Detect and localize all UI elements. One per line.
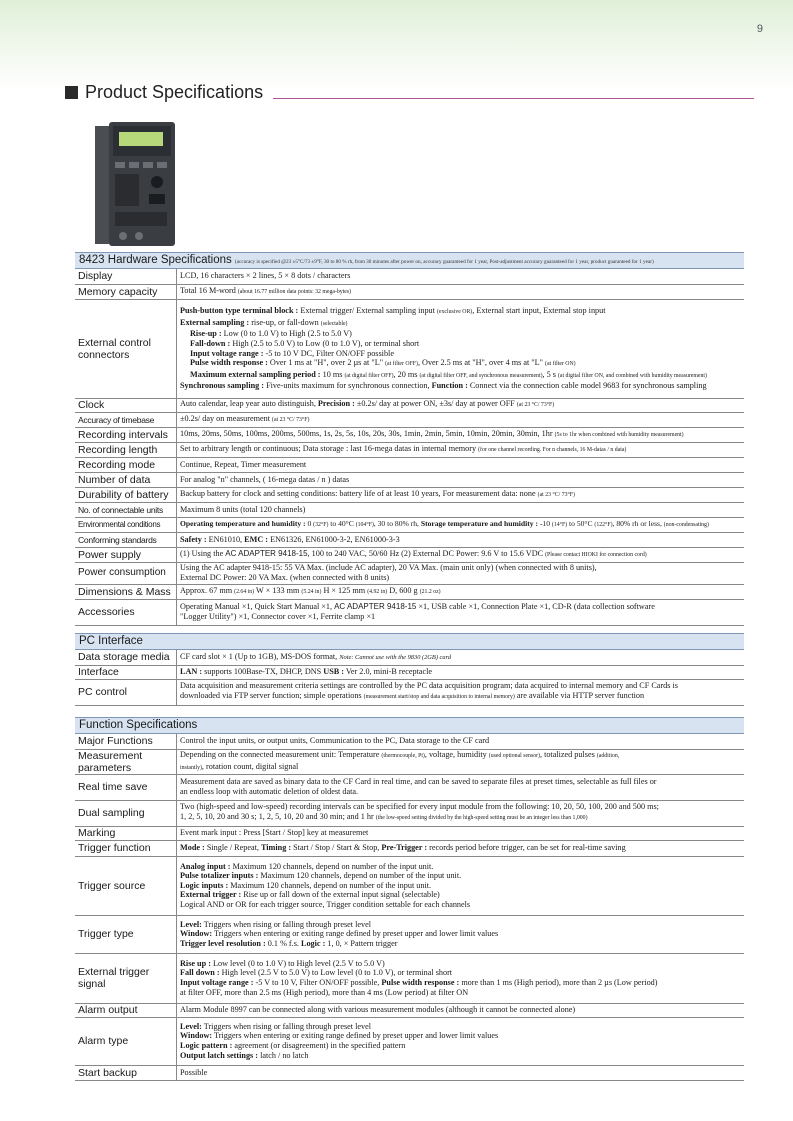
- table-row: Start backup Possible: [75, 1065, 744, 1080]
- table-row: Power consumption Using the AC adapter 9418-15: 55 VA Max. (include AC adapter), 20 VA Max. (main unit only) (when connected with 8 units), External DC Power: 20 VA Max. (when connected with 8 units): [75, 562, 744, 584]
- function-spec-table: [75, 734, 744, 1081]
- table-row: Dimensions & Mass Approx. 67 mm (2.64 in) W × 133 mm (5.24 in) H × 125 mm (4.92 in) D, 600 g (21.2 oz): [75, 584, 744, 599]
- data-logger-photo-icon: [93, 120, 183, 250]
- table-row: Data storage media CF card slot × 1 (Up to 1GB), MS-DOS format, Note: Cannot use with the 9830 (2GB) card: [75, 650, 744, 665]
- table-row: External control connectors Push-button type terminal block : External trigger/ External sampling input (exclusive OR), External start input, External stop input External sampling : rise-up, or fall-down (selectable) Rise-up : Low (0 to 1.0 V) to High (2.5 to 5.0 V) Fall-down : High (2.5 to 5.0 V) to Low (0 to 1.0 V), or terminal short Input voltage range : -5 to 10 V DC, Filter ON/OFF possible Pulse width response : Over 1 ms at "H", over 2 µs at "L" (at filter OFF), Over 2.5 ms at "H", over 4 ms at "L" (at filter ON) Maximum external sampling period : 10 ms (at digital filter OFF), 20 ms (at digital filter OFF, and synchronous measurement), 5 s (at digital filter ON, and combined with humidity measurement) Synchronous sampling : Five-units maximum for synchronous connection, Function : Connect via the connection cable model 9683 for synchronous sampling: [75, 299, 744, 398]
- table-row: Number of data For analog "n" channels, ( 16-mega datas / n ) datas: [75, 472, 744, 487]
- section-header: PC Interface: [75, 633, 744, 650]
- table-row: Conforming standards Safety : EN61010, EMC : EN61326, EN61000-3-2, EN61000-3-3: [75, 532, 744, 547]
- section-header: 8423 Hardware Specifications (accuracy is specified @23 ±5°C/73 ±9°F, 30 to 80 % rh, from 30 minutes after power on, accuracy guaranteed for 1 year, Post-adjustment accuracy guaranteed for 1 year, product guaranteed for 1 year): [75, 252, 744, 269]
- table-row: Environmental conditions Operating temperature and humidity : 0 (32°F) to 40°C (104°F), 30 to 80% rh, Storage temperature and humidity : -10 (14°F) to 50°C (122°F), 80% rh or less, (non-condensating): [75, 517, 744, 532]
- table-row: Recording intervals 10ms, 20ms, 50ms, 100ms, 200ms, 500ms, 1s, 2s, 5s, 10s, 20s, 30s, 1min, 2min, 5min, 10min, 20min, 30min, 1hr (5s to 1hr when combined with humidity measurement): [75, 427, 744, 442]
- table-row: Durability of battery Backup battery for clock and setting conditions: battery life of at least 10 years, For measurement data: none (at 23 °C/ 73°F): [75, 487, 744, 502]
- table-row: Recording mode Continue, Repeat, Timer measurement: [75, 457, 744, 472]
- table-row: Accessories Operating Manual ×1, Quick Start Manual ×1, AC ADAPTER 9418-15 ×1, USB cable ×1, Connection Plate ×1, CD-R (data collection software "Logger Utility") ×1, Connector cover ×1, Ferrite clamp ×1: [75, 599, 744, 625]
- section-header: Function Specifications: [75, 717, 744, 734]
- table-row: Alarm type Level: Triggers when rising or falling through preset level Window: Triggers when entering or exiting range defined by preset upper and lower limit values Logic pattern : agreement (or disagreement) in the specified pattern Output latch settings : latch / no latch: [75, 1017, 744, 1065]
- table-row: Memory capacity Total 16 M-word (about 16.77 million data points: 32 mega-bytes): [75, 284, 744, 299]
- table-row: Recording length Set to arbitrary length or continuous; Data storage : last 16-mega datas in internal memory (for one channel recording. For n channels, 16 M-datas / n data): [75, 442, 744, 457]
- function-specifications-section: [75, 717, 744, 1081]
- table-row: Measurement parameters Depending on the connected measurement unit: Temperature (thermocouple, Pt), voltage, humidity (used optional sensor), totalized pulses (addition, instantly), rotation count, digital signal: [75, 749, 744, 774]
- table-row: Power supply (1) Using the AC ADAPTER 9418-15, 100 to 240 VAC, 50/60 Hz (2) External DC Power: 9.6 V to 15.6 VDC (Please contact HIOKI for connection cord): [75, 547, 744, 562]
- page-number: 9: [756, 23, 763, 35]
- table-row: Major Functions Control the input units, or output units, Communication to the PC, Data storage to the CF card: [75, 734, 744, 749]
- page-heading: [65, 82, 263, 103]
- table-row: Trigger type Level: Triggers when rising or falling through preset level Window: Triggers when entering or exiting range defined by preset upper and lower limit values Trigger level resolution : 0.1 % f.s. Logic : 1, 0, × Pattern trigger: [75, 915, 744, 953]
- table-row: Alarm output Alarm Module 8997 can be connected along with various measurement modules (although it cannot be connected alone): [75, 1003, 744, 1017]
- hardware-specifications-section: [75, 252, 744, 626]
- header-gradient-band: [0, 0, 793, 90]
- table-row: External trigger signal Rise up : Low level (0 to 1.0 V) to High level (2.5 V to 5.0 V) Fall down : High level (2.5 V to 5.0 V) to Low level (0 to 1.0 V), or terminal short Input voltage range : -5 V to 10 V, Filter ON/OFF possible, Pulse width response : more than 1 ms (High period), more than 2 µs (Low period) at filter OFF, more than 2.5 ms (High period), more than 4 ms (Low period) at filter ON: [75, 953, 744, 1003]
- table-row: Display LCD, 16 characters × 2 lines, 5 × 8 dots / characters: [75, 269, 744, 284]
- table-row: Trigger function Mode : Single / Repeat, Timing : Start / Stop / Start & Stop, Pre-Trigger : records period before trigger, can be set for real-time saving: [75, 840, 744, 856]
- hardware-spec-table: [75, 269, 744, 626]
- table-row: No. of connectable units Maximum 8 units (total 120 channels): [75, 502, 744, 517]
- table-row: Real time save Measurement data are saved as binary data to the CF Card in real time, and can be saved to separate files at preset times, selectable as full files or an endless loop with automatic deletion of oldest data.: [75, 774, 744, 800]
- table-row: Marking Event mark input : Press [Start / Stop] key at measuremet: [75, 826, 744, 840]
- table-row: Dual sampling Two (high-speed and low-speed) recording intervals can be specified for every input module from the following: 10, 20, 50, 100, 200 and 500 ms; 1, 2, 5, 10, 20 and 30 s; 1, 2, 5, 10, 20 and 30 min; and 1 hr (the low-speed setting divided by the high-speed setting must be an integer less than 1,000): [75, 800, 744, 826]
- table-row: Accuracy of timebase ±0.2s/ day on measurement (at 23 °C/ 73°F): [75, 412, 744, 427]
- page-title: Product Specifications: [85, 82, 264, 102]
- table-row: Clock Auto calendar, leap year auto distinguish, Precision : ±0.2s/ day at power ON, ±3s/ day at power OFF (at 23 °C/ 73°F): [75, 398, 744, 412]
- pc-interface-section: [75, 633, 744, 706]
- pc-interface-table: [75, 650, 744, 706]
- square-bullet-icon: [65, 86, 78, 99]
- table-row: Trigger source Analog input : Maximum 120 channels, depend on number of the input unit. Pulse totalizer inputs : Maximum 120 channels, depend on number of the input unit. Logic inputs : Maximum 120 channels, depend on number of the input unit. External trigger : Rise up or fall down of the external input signal (selectable) Logical AND or OR for each trigger source, Trigger condition settable for each channels: [75, 856, 744, 915]
- table-row: Interface LAN : supports 100Base-TX, DHCP, DNS USB : Ver 2.0, mini-B receptacle: [75, 665, 744, 679]
- table-row: PC control Data acquisition and measurement criteria settings are controlled by the PC data acquisition program; data acquired to internal memory and CF Cards is downloaded via FTP server function; simple operations (measurement start/stop and data acquisition to internal memory) are available via HTTP server function: [75, 679, 744, 705]
- heading-underline: [273, 98, 754, 99]
